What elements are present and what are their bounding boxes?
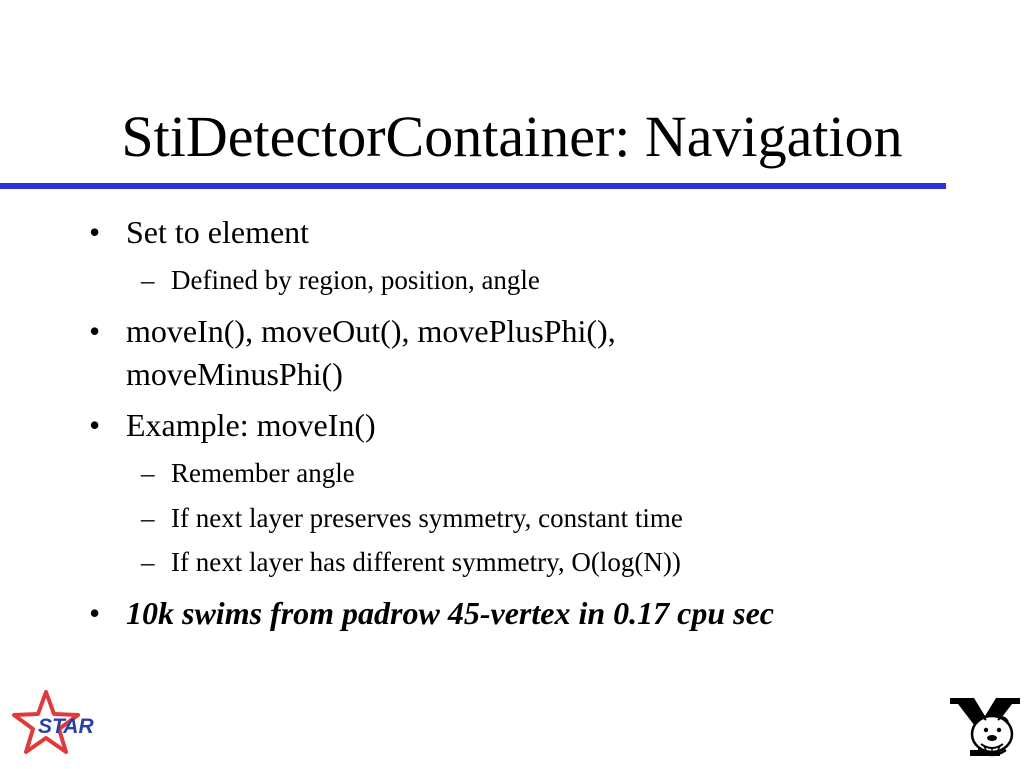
bullet-continuation (126, 355, 343, 393)
bullet-text: Example: moveIn() (126, 407, 376, 443)
star-logo-icon (12, 690, 102, 760)
bullet-marker: • (89, 313, 101, 349)
sub-bullet-marker: – (141, 458, 155, 488)
bullet-item (89, 213, 310, 251)
star-logo-text: STAR (38, 715, 94, 738)
bullet-marker: • (89, 214, 101, 250)
bullet-item (89, 406, 376, 444)
sub-bullet-marker: – (141, 265, 155, 295)
bullet-marker: • (89, 595, 101, 631)
bullet-text-emphasis: 10k swims from padrow 45-vertex in 0.17 cpu sec (126, 595, 774, 631)
sub-bullet-text: If next layer has different symmetry, O(log(N)) (171, 547, 681, 577)
sub-bullet-item (141, 264, 540, 296)
slide-title: StiDetectorContainer: Navigation (121, 104, 903, 169)
bullet-item (89, 594, 774, 632)
sub-bullet-text: Defined by region, position, angle (171, 265, 540, 295)
sub-bullet-marker: – (141, 547, 155, 577)
bullet-item (89, 312, 616, 350)
bullet-text: moveMinusPhi() (126, 356, 343, 392)
bullet-text: moveIn(), moveOut(), movePlusPhi(), (126, 313, 616, 349)
yale-logo (948, 692, 1022, 764)
sub-bullet-item (141, 546, 681, 578)
sub-bullet-item (141, 457, 355, 489)
bullet-marker: • (89, 407, 101, 443)
bullet-text: Set to element (126, 214, 310, 250)
sub-bullet-text: If next layer preserves symmetry, constant time (171, 503, 683, 533)
sub-bullet-text: Remember angle (171, 458, 355, 488)
sub-bullet-marker: – (141, 503, 155, 533)
sub-bullet-item (141, 502, 683, 534)
star-logo (12, 690, 102, 760)
yale-bulldog-logo-icon (948, 692, 1022, 764)
